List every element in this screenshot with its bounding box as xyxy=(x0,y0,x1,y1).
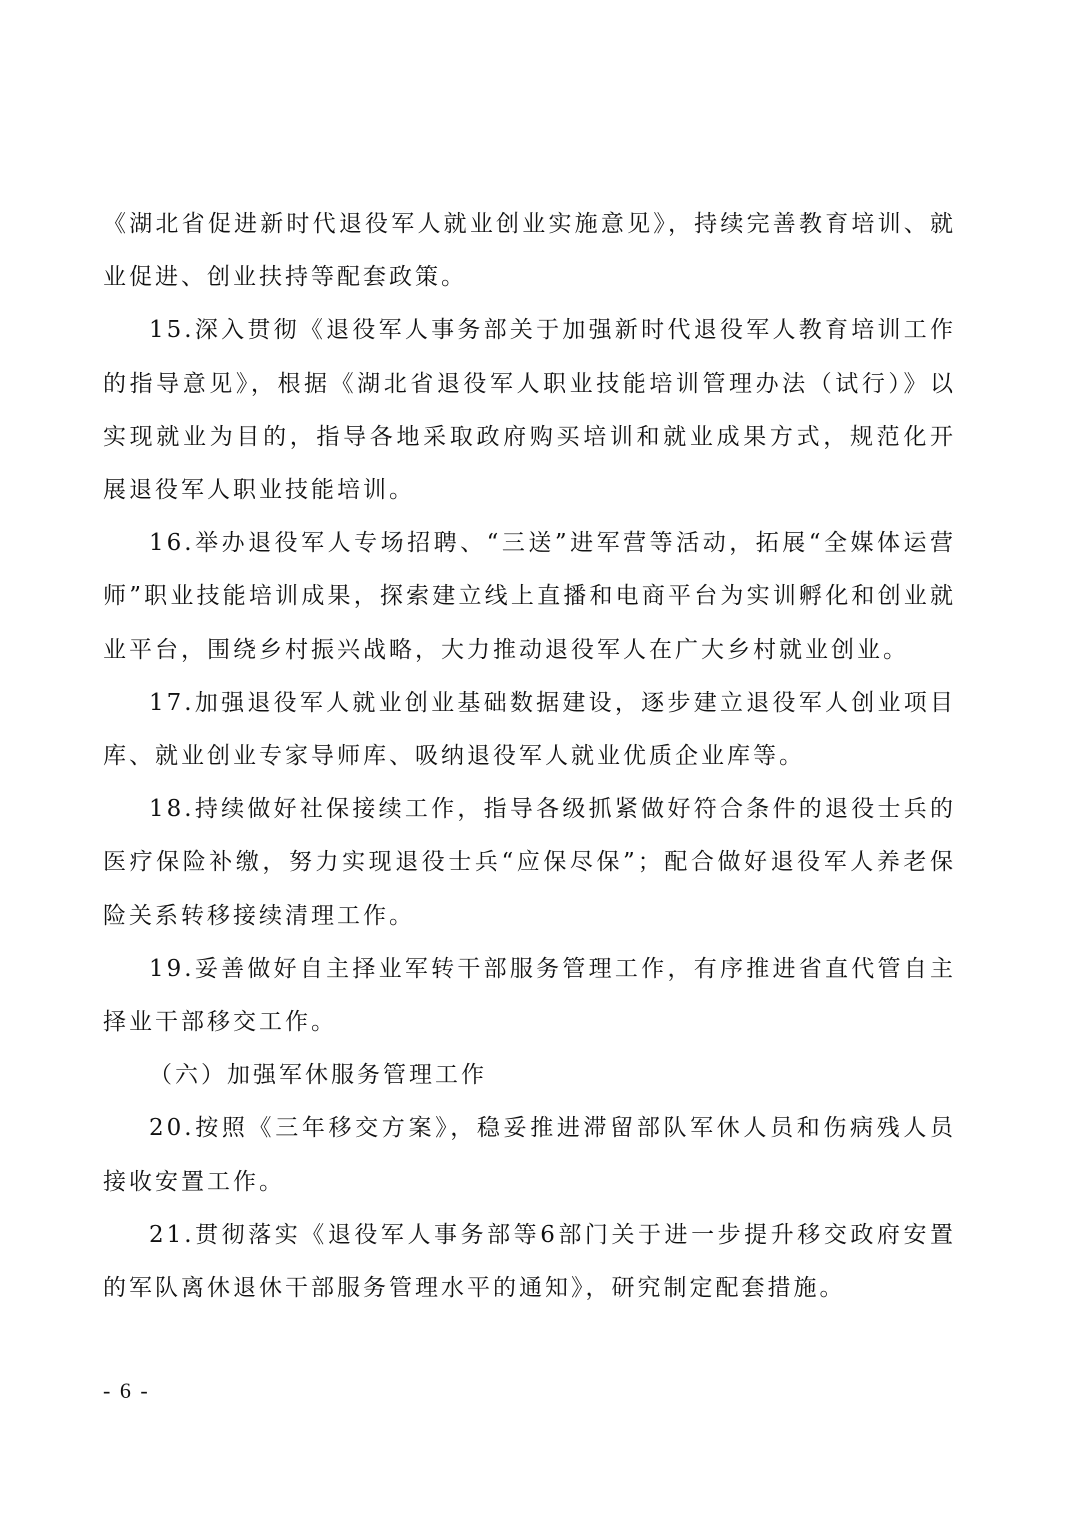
paragraph-21: 21.贯彻落实《退役军人事务部等6部门关于进一步提升移交政府安置的军队离休退休干部服务管理水平的通知》，研究制定配套措施。 xyxy=(103,1221,956,1302)
paragraph-17: 17.加强退役军人就业创业基础数据建设，逐步建立退役军人创业项目库、就业创业专家导师库、吸纳退役军人就业优质企业库等。 xyxy=(103,689,956,770)
paragraph-19: 19.妥善做好自主择业军转干部服务管理工作，有序推进省直代管自主择业干部移交工作。 xyxy=(103,955,956,1036)
paragraph-16: 16.举办退役军人专场招聘、“三送”进军营等活动，拓展“全媒体运营师”职业技能培训成果，探索建立线上直播和电商平台为实训孵化和创业就业平台，围绕乡村振兴战略，大力推动退役军人在广大乡村就业创业。 xyxy=(103,530,956,663)
section-heading-6: （六）加强军休服务管理工作 xyxy=(149,1062,487,1089)
paragraph-continued: 《湖北省促进新时代退役军人就业创业实施意见》，持续完善教育培训、就业促进、创业扶持等配套政策。 xyxy=(103,211,956,291)
paragraph-15: 15.深入贯彻《退役军人事务部关于加强新时代退役军人教育培训工作的指导意见》，根据《湖北省退役军人职业技能培训管理办法（试行）》以实现就业为目的，指导各地采取政府购买培训和就业成果方式，规范化开展退役军人职业技能培训。 xyxy=(103,317,956,504)
document-body xyxy=(103,198,956,1315)
paragraph-20: 20.按照《三年移交方案》，稳妥推进滞留部队军休人员和伤病残人员接收安置工作。 xyxy=(103,1115,956,1195)
paragraph-18: 18.持续做好社保接续工作，指导各级抓紧做好符合条件的退役士兵的医疗保险补缴，努力实现退役士兵“应保尽保”；配合做好退役军人养老保险关系转移接续清理工作。 xyxy=(103,796,956,929)
page-number: - 6 - xyxy=(103,1378,150,1403)
